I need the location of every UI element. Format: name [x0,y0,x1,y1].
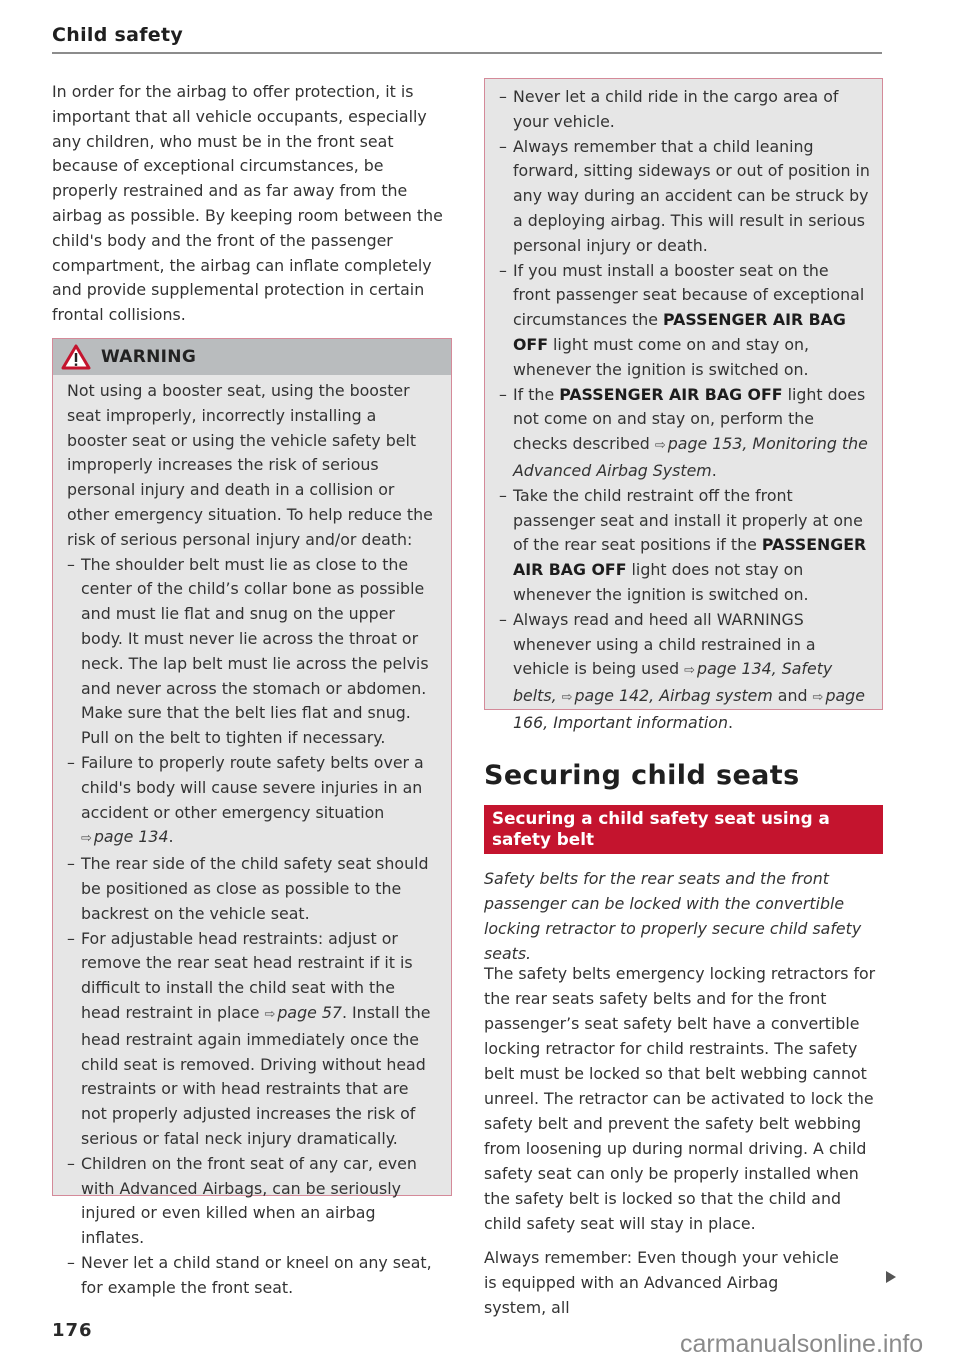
section-title: Child safety [52,24,184,46]
italic-intro-paragraph: Safety belts for the rear seats and the front passenger can be locked with the convertible locking retractor to properly secure child safety seats. [484,869,862,963]
page-reference-link[interactable]: ⇨ page 142, Airbag system [561,686,773,706]
left-column [52,80,452,328]
warning-item: – Never let a child stand or kneel on any seat, for example the front seat. [67,1251,439,1301]
warning-item: – Always remember that a child leaning forward, sitting sideways or out of position in any way during an accident can be struck by a deploying airbag. This will result in serious personal injury or death. [499,135,870,259]
intro-paragraph: In order for the airbag to offer protection, it is important that all vehicle occupants, especially any children, who must be in the front seat because of exceptional circumstances, be properly restrained and as far away from the airbag as possible. By keeping room between the child's body and the front of the passenger compartment, the airbag can inflate completely and provide supplemental protection in certain frontal collisions. [52,82,443,325]
warning-item: – Take the child restraint off the front passenger seat and install it properly at one of the rear seat positions if the PASSENGER AIR BAG OFF light does not stay on whenever the ignition is switched on. [499,484,870,608]
warning-body-continued [485,79,882,736]
indicator-name: PASSENGER AIR BAG OFF [513,535,867,580]
header-rule [52,52,882,54]
warning-list [67,553,439,1301]
reference-arrow-icon: ⇨ [812,690,824,706]
indicator-name: PASSENGER AIR BAG OFF [513,310,846,354]
page-reference-link[interactable]: ⇨ page 166, Important information [513,686,865,732]
warning-box [52,338,452,1297]
indicator-name: PASSENGER AIR BAG OFF [559,384,783,404]
warning-item: – If you must install a booster seat on the front passenger seat because of exceptional circumstances the PASSENGER AIR BAG OFF light must come on and stay on, whenever the ignition is switched on. [499,259,870,383]
page-reference-link[interactable]: ⇨ page 153, Monitoring the Advanced Airbag System [513,434,868,480]
warning-header [53,339,451,375]
warning-body [53,375,451,1300]
warning-list-continued [499,85,870,736]
warning-lead: Not using a booster seat, using the booster seat improperly, incorrectly installing a booster seat or using the vehicle safety belt improperly increases the risk of serious personal injury and death in a collision or other emergency situation. To help reduce the risk of serious personal injury and/or death: [67,381,433,549]
subsection-heading-bar [484,805,883,854]
reference-arrow-icon: ⇨ [264,1006,276,1022]
warning-item: – The rear side of the child safety seat should be positioned as close as possible to the backrest on the vehicle seat. [67,852,439,926]
body-paragraph: The safety belts emergency locking retractors for the rear seats safety belts and for the front passenger’s seat safety belt have a convertible locking retractor for child restraints. The safety belt must be locked so that belt webbing cannot unreel. The retractor can be activated to lock the safety belt and prevent the safety belt webbing from loosening up during normal driving. A child safety seat can only be properly installed when the safety belt is locked so that the child and child safety seat will stay in place. [484,964,876,1233]
page-reference-link[interactable]: ⇨ page 134 [81,827,169,847]
warning-item: – Always read and heed all WARNINGS whenever using a child restrained in a vehicle is being used ⇨ page 134, Safety belts, ⇨ page 142, Airbag system and ⇨ page 166, Important information. [499,608,870,736]
reference-arrow-icon: ⇨ [654,438,666,454]
warning-triangle-icon [61,344,91,370]
section-heading: Securing child seats [484,760,800,791]
watermark-link[interactable]: carmanualsonline.info [680,1330,924,1358]
continue-arrow-icon [886,1271,896,1283]
warning-item: – For adjustable head restraints: adjust or remove the rear seat head restraint if it is difficult to install the child seat with the head restraint in place ⇨ page 57. Install the head restraint again immediately once the child seat is removed. Driving without head restraints or with head restraints that are not properly adjusted increases the risk of serious or fatal neck injury dramatically. [67,927,439,1152]
warning-box-continued [484,78,883,732]
page-reference-link[interactable]: ⇨ page 134, Safety belts [513,659,833,706]
warning-label: WARNING [101,347,197,367]
warning-item: – If the PASSENGER AIR BAG OFF light does not come on and stay on, perform the checks described ⇨ page 153, Monitoring the Advanced Airbag System. [499,383,870,484]
page-header [52,24,882,54]
page-number: 176 [52,1320,93,1341]
reference-arrow-icon: ⇨ [81,831,92,847]
reference-arrow-icon: ⇨ [684,663,696,679]
warning-item: – Children on the front seat of any car, even with Advanced Airbags, can be seriously injured or even killed when an airbag inflates. [67,1152,439,1251]
subsection-heading: Securing a child safety seat using a safety belt [492,808,830,849]
warning-item: – The shoulder belt must lie as close to the center of the child’s collar bone as possible and must lie flat and snug on the upper body. It must never lie across the throat or neck. The lap belt must lie across the pelvis and never across the stomach or abdomen. Make sure that the belt lies flat and snug. Pull on the belt to tighten if necessary. [67,553,439,751]
page-reference-link[interactable]: ⇨ page 57 [264,1002,342,1022]
reference-arrow-icon: ⇨ [561,690,573,706]
warning-item: – Failure to properly route safety belts over a child's body will cause severe injuries in an accident or other emergency situation ⇨ page 134. [67,751,439,852]
warning-item: – Never let a child ride in the cargo area of your vehicle. [499,85,870,135]
body-paragraph-continued: Always remember: Even though your vehicle is equipped with an Advanced Airbag system, all [484,1248,839,1317]
